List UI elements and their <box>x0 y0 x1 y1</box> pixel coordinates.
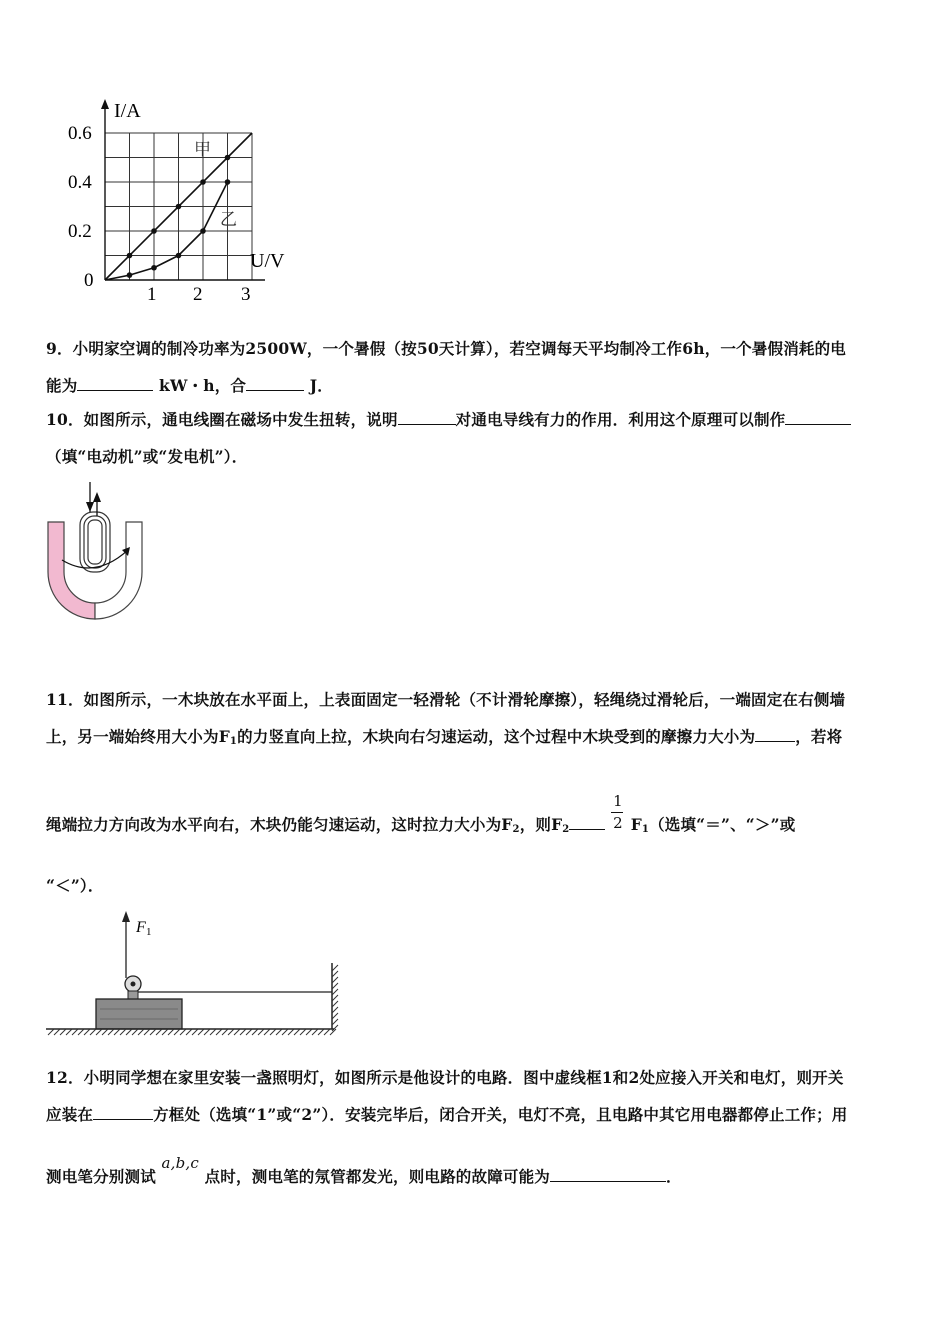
ground-hatch-line <box>192 1029 198 1035</box>
x-tick-3: 3 <box>241 284 251 305</box>
force-label-sub: 1 <box>146 926 152 938</box>
q10-blank-1[interactable] <box>398 410 456 425</box>
wall-hatch-line <box>332 1007 338 1013</box>
data-point-yi <box>176 253 182 259</box>
q9-text-a: 能为 <box>46 376 78 395</box>
ground-hatch-line <box>90 1029 96 1035</box>
coil-middle <box>84 516 106 568</box>
ground-hatch-line <box>186 1029 192 1035</box>
q11-text-d: 绳端拉力方向改为水平向右，木块仍能匀速运动，这时拉力大小为F <box>46 815 513 834</box>
ground-hatch-line <box>252 1029 258 1035</box>
q11-blank-friction[interactable] <box>755 727 795 742</box>
ground-hatch-line <box>222 1029 228 1035</box>
wall-hatch-line <box>332 965 338 971</box>
test-points-abc: a,b,c <box>161 1154 199 1172</box>
q11-text-c: ，若将 <box>795 727 843 746</box>
ground-hatch-line <box>120 1029 126 1035</box>
ground-hatch-line <box>288 1029 294 1035</box>
ground-hatch-line <box>306 1029 312 1035</box>
ground-hatch-line <box>300 1029 306 1035</box>
pulley-mount <box>128 991 138 999</box>
ground-hatch-line <box>150 1029 156 1035</box>
ground-hatch-line <box>246 1029 252 1035</box>
ground-hatch-line <box>168 1029 174 1035</box>
ground-hatch-line <box>138 1029 144 1035</box>
q11-line1: 11．如图所示，一木块放在水平面上，上表面固定一轻滑轮（不计滑轮摩擦），轻绳绕过滑轮后，一端固定在右侧墙 <box>46 690 846 709</box>
q12-line2 <box>46 1103 848 1125</box>
ground-hatch-line <box>210 1029 216 1035</box>
q12-text-d: 点时，测电笔的氖管都发光，则电路的故障可能为 <box>204 1167 551 1186</box>
q10-text-b: 对通电导线有力的作用．利用这个原理可以制作 <box>455 410 786 429</box>
q12-text-c: 测电笔分别测试 <box>46 1167 156 1186</box>
ground-hatch-line <box>66 1029 72 1035</box>
iu-graph <box>60 95 310 310</box>
force-arrow-head <box>122 911 130 922</box>
ground-hatch-line <box>60 1029 66 1035</box>
ground-hatch-line <box>294 1029 300 1035</box>
q9-line1: 9．小明家空调的制冷功率为2500W，一个暑假（按50天计算），若空调每天平均制冷工作6h，一个暑假消耗的电 <box>46 339 847 358</box>
ground-hatch-line <box>162 1029 168 1035</box>
q11-text-a: 上，另一端始终用大小为F <box>46 727 230 746</box>
ground-hatch-line <box>282 1029 288 1035</box>
ground-hatch-line <box>96 1029 102 1035</box>
ground-hatch-line <box>318 1029 324 1035</box>
ground-hatch-line <box>174 1029 180 1035</box>
ground-hatch-line <box>84 1029 90 1035</box>
ground-hatch-line <box>144 1029 150 1035</box>
ground-hatch-line <box>276 1029 282 1035</box>
q11-sub-2: 2 <box>512 824 520 835</box>
q12-line1: 12．小明同学想在家里安装一盏照明灯，如图所示是他设计的电路．图中虚线框1和2处应接入开关和电灯，则开关 <box>46 1068 844 1087</box>
ground-hatch-line <box>216 1029 222 1035</box>
data-point-jia <box>176 204 182 210</box>
ground-hatch-line <box>54 1029 60 1035</box>
data-point-yi <box>151 265 157 271</box>
q11-text-b: 的力竖直向上拉，木块向右匀速运动，这个过程中木块受到的摩擦力大小为 <box>237 727 756 746</box>
wall-hatch-line <box>332 1013 338 1019</box>
wall-hatch-line <box>332 983 338 989</box>
ground-hatch-line <box>324 1029 330 1035</box>
rotation-arrow <box>62 550 128 568</box>
ground-hatch-line <box>258 1029 264 1035</box>
fraction-denominator: 2 <box>613 813 623 832</box>
q11-text-e: ，则F <box>519 815 563 834</box>
q11-sub-3: 2 <box>562 824 570 835</box>
ground-hatch-line <box>108 1029 114 1035</box>
ground-hatch-line <box>240 1029 246 1035</box>
ground-hatch-line <box>72 1029 78 1035</box>
y-tick-0.6: 0.6 <box>68 123 92 144</box>
ground-hatch-line <box>132 1029 138 1035</box>
q9-blank-kwh[interactable] <box>77 376 153 391</box>
wall-hatch-line <box>332 1019 338 1025</box>
y-axis-arrow <box>101 99 109 109</box>
data-point-yi <box>225 179 231 185</box>
ground-hatch-line <box>270 1029 276 1035</box>
data-point-yi <box>127 272 133 278</box>
q12-blank-fault[interactable] <box>550 1167 666 1182</box>
fraction-bar <box>611 812 623 813</box>
curve-label-jia: 甲 <box>194 140 211 159</box>
pulley-block-figure <box>44 905 344 1040</box>
ground-hatch-line <box>228 1029 234 1035</box>
wall-hatch-line <box>332 995 338 1001</box>
origin-label: 0 <box>84 270 94 291</box>
wall-hatch-line <box>332 977 338 983</box>
q12-text-e: ． <box>666 1167 682 1186</box>
magnet-coil-figure <box>40 472 150 622</box>
q9-text-c: J． <box>309 376 333 395</box>
data-point-jia <box>127 253 133 259</box>
ground-hatch-line <box>48 1029 54 1035</box>
q12-blank-box[interactable] <box>93 1105 153 1120</box>
x-axis-label: U/V <box>250 250 285 272</box>
ground-hatch-line <box>102 1029 108 1035</box>
x-tick-2: 2 <box>193 284 203 305</box>
wall-hatch-line <box>332 1001 338 1007</box>
fraction-one-half <box>611 791 625 832</box>
ground-hatching <box>48 1029 336 1035</box>
wooden-block <box>96 999 182 1029</box>
q11-line4: “＜”）． <box>46 876 104 895</box>
q10-blank-2[interactable] <box>785 410 851 425</box>
ground-hatch-line <box>234 1029 240 1035</box>
data-point-jia <box>200 179 206 185</box>
ground-hatch-line <box>180 1029 186 1035</box>
q10-line2: （填“电动机”或“发电机”）． <box>46 447 248 466</box>
coil-inner <box>88 520 102 564</box>
q9-line2 <box>46 374 333 396</box>
q9-blank-joule[interactable] <box>246 376 304 391</box>
force-label: F <box>136 919 146 936</box>
ground-hatch-line <box>198 1029 204 1035</box>
wall-hatch-line <box>332 971 338 977</box>
ground-hatch-line <box>156 1029 162 1035</box>
q11-line3 <box>46 791 796 835</box>
ground-hatch-line <box>264 1029 270 1035</box>
current-arrow-up <box>93 492 101 502</box>
y-tick-0.2: 0.2 <box>68 221 92 242</box>
data-point-yi <box>200 228 206 234</box>
ground-hatch-line <box>204 1029 210 1035</box>
data-point-jia <box>225 155 231 161</box>
q11-sub-1: 1 <box>229 736 238 747</box>
q11-blank-compare[interactable] <box>569 815 605 830</box>
wall-hatch-line <box>332 989 338 995</box>
wall-hatching <box>332 965 338 1031</box>
curve-label-yi: 乙 <box>220 210 237 229</box>
x-tick-1: 1 <box>147 284 157 305</box>
ground-hatch-line <box>126 1029 132 1035</box>
q11-line2 <box>46 725 842 747</box>
ground-hatch-line <box>78 1029 84 1035</box>
q10-text-a: 10．如图所示，通电线圈在磁场中发生扭转，说明 <box>46 410 398 429</box>
pulley-axle <box>131 982 136 987</box>
q12-text-b: 方框处（选填“1”或“2”）．安装完毕后，闭合开关，电灯不亮，且电路中其它用电器都停止工作；用 <box>153 1105 848 1124</box>
q12-line3 <box>46 1154 682 1187</box>
fraction-numerator: 1 <box>613 791 623 810</box>
q11-sub-4: 1 <box>641 824 650 835</box>
data-point-jia <box>151 228 157 234</box>
q12-text-a: 应装在 <box>46 1105 94 1124</box>
current-arrow-down <box>86 502 94 512</box>
y-axis-label: I/A <box>114 100 141 122</box>
ground-hatch-line <box>312 1029 318 1035</box>
q11-text-g: （选填“＝”、“＞”或 <box>649 815 796 834</box>
q10-line1 <box>46 408 851 430</box>
q9-text-b: kW・h，合 <box>159 376 247 395</box>
y-tick-0.4: 0.4 <box>68 172 92 193</box>
ground-hatch-line <box>114 1029 120 1035</box>
q11-text-f: F <box>630 815 642 834</box>
